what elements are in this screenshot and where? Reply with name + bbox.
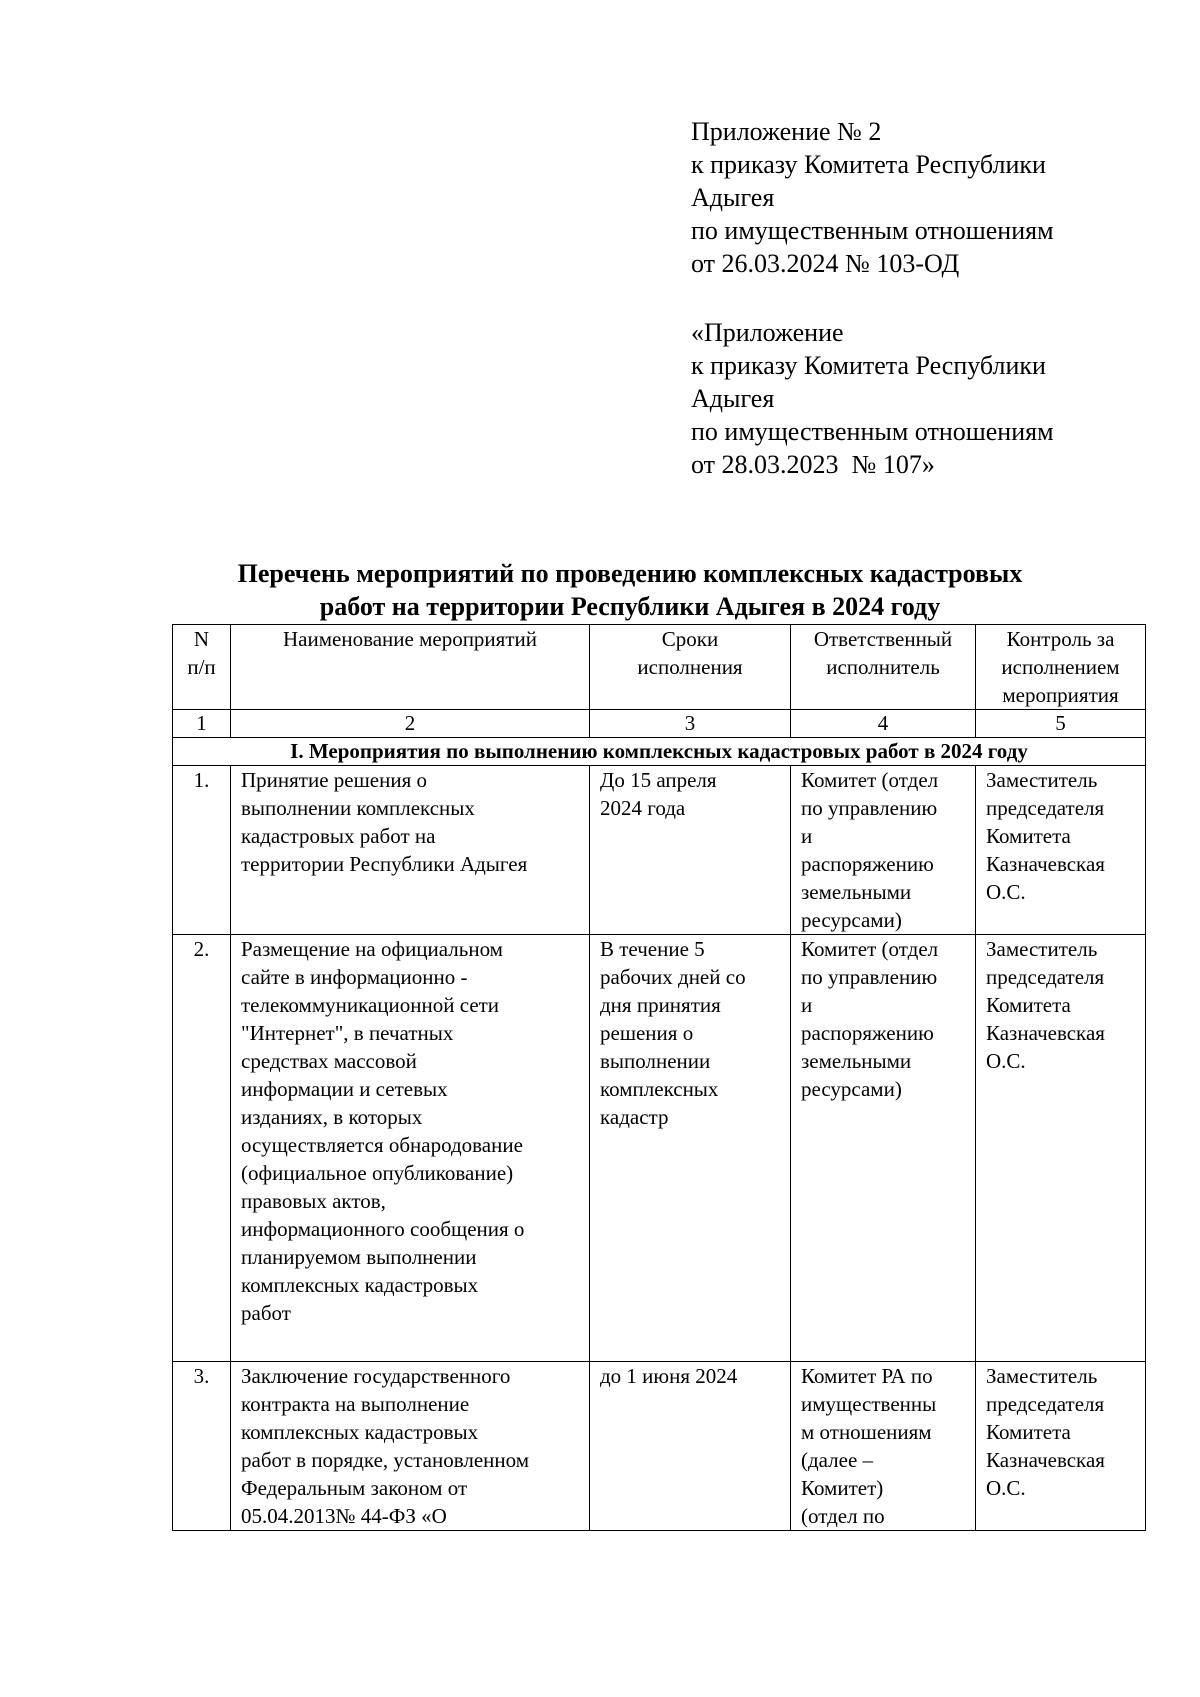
row-number: 2. xyxy=(173,935,231,1362)
measure-name-line: (официальное опубликование) xyxy=(241,1161,514,1185)
header-control xyxy=(976,625,1146,710)
header-measure-name-line: Наименование мероприятий xyxy=(283,627,537,651)
control-person-line: Комитета xyxy=(986,1420,1071,1444)
deadline-line: До 15 апреля xyxy=(600,768,717,792)
measure-name-line: комплексных кадастровых xyxy=(241,1420,479,1444)
header-responsible-line: Ответственный xyxy=(813,627,953,651)
responsible-executor-line: распоряжению xyxy=(801,1021,934,1045)
measure-name-cell xyxy=(231,935,590,1362)
measure-name-cell xyxy=(231,766,590,935)
measure-name-line: "Интернет", в печатных xyxy=(241,1021,454,1045)
responsible-executor-line: по управлению xyxy=(801,796,938,820)
measure-name-line: территории Республики Адыгея xyxy=(241,852,528,876)
annex-previous-line: «Приложение xyxy=(691,318,844,347)
responsible-executor-line: м отношениям xyxy=(801,1420,932,1444)
column-number: 2 xyxy=(231,710,590,738)
deadline-line: кадастр xyxy=(600,1105,669,1129)
deadline-cell xyxy=(590,935,791,1362)
responsible-executor-line: имущественны xyxy=(801,1392,937,1416)
header-deadline xyxy=(590,625,791,710)
header-responsible-line: исполнитель xyxy=(826,655,940,679)
table-row xyxy=(173,1362,1146,1531)
measure-name-line: Федеральным законом от xyxy=(241,1476,468,1500)
responsible-executor-line: (далее – xyxy=(801,1448,874,1472)
control-person-cell xyxy=(976,935,1146,1362)
deadline-cell xyxy=(590,766,791,935)
responsible-executor-line: Комитет (отдел xyxy=(801,937,939,961)
control-person-line: Казначевская xyxy=(986,1448,1105,1472)
measure-name-line: Принятие решения о xyxy=(241,768,427,792)
control-person-line: Комитета xyxy=(986,824,1071,848)
deadline-cell xyxy=(590,1362,791,1531)
header-measure-name xyxy=(231,625,590,710)
deadline-line: комплексных xyxy=(600,1077,719,1101)
measure-name-line: работ xyxy=(241,1301,291,1325)
header-number xyxy=(173,625,231,710)
header-deadline-line: Сроки xyxy=(661,627,719,651)
control-person-line: Заместитель xyxy=(986,768,1098,792)
section-row xyxy=(173,738,1146,766)
measure-name-cell xyxy=(231,1362,590,1531)
measure-name-line: сайте в информационно - xyxy=(241,965,468,989)
column-number: 4 xyxy=(791,710,976,738)
responsible-executor-cell xyxy=(791,1362,976,1531)
annex-current-line: от 26.03.2024 № 103-ОД xyxy=(691,249,960,278)
measure-name-line: комплексных кадастровых xyxy=(241,1273,479,1297)
column-numbers-row xyxy=(173,710,1146,738)
measure-name-line: телекоммуникационной сети xyxy=(241,993,500,1017)
responsible-executor-line: земельными xyxy=(801,880,912,904)
measure-name-line: планируемом выполнении xyxy=(241,1245,477,1269)
header-deadline-line: исполнения xyxy=(637,655,743,679)
control-person-line: Казначевская xyxy=(986,852,1105,876)
deadline-line: В течение 5 xyxy=(600,937,705,961)
annex-previous-line: по имущественным отношениям xyxy=(691,417,1054,446)
column-number: 3 xyxy=(590,710,791,738)
annex-current-line: к приказу Комитета Республики xyxy=(691,150,1046,179)
control-person-line: председателя xyxy=(986,1392,1105,1416)
measure-name-line: работ в порядке, установленном xyxy=(241,1448,530,1472)
control-person-line: председателя xyxy=(986,965,1105,989)
measure-name-line: 05.04.2013№ 44-ФЗ «О xyxy=(241,1504,447,1528)
responsible-executor-line: земельными xyxy=(801,1049,912,1073)
document-title xyxy=(150,557,1110,623)
responsible-executor-line: Комитет РА по xyxy=(801,1364,933,1388)
responsible-executor-line: ресурсами) xyxy=(801,908,902,932)
column-number: 1 xyxy=(173,710,231,738)
responsible-executor-line: ресурсами) xyxy=(801,1077,902,1101)
measure-name-line: информации и сетевых xyxy=(241,1077,448,1101)
header-control-line: исполнением xyxy=(1001,655,1120,679)
annex-previous-reference xyxy=(691,316,1171,481)
responsible-executor-line: (отдел по xyxy=(801,1504,885,1528)
measure-name-line: информационного сообщения о xyxy=(241,1217,525,1241)
section-title: I. Мероприятия по выполнению комплексных кадастровых работ в 2024 году xyxy=(173,738,1146,766)
control-person-line: О.С. xyxy=(986,1049,1026,1073)
control-person-cell xyxy=(976,766,1146,935)
header-control-line: мероприятия xyxy=(1002,683,1119,707)
table-row xyxy=(173,766,1146,935)
deadline-line: 2024 года xyxy=(600,796,686,820)
control-person-line: председателя xyxy=(986,796,1105,820)
header-number-line: N xyxy=(193,627,210,651)
measures-table xyxy=(172,624,1146,1531)
table-row xyxy=(173,935,1146,1362)
control-person-line: Заместитель xyxy=(986,937,1098,961)
responsible-executor-line: по управлению xyxy=(801,965,938,989)
header-number-line: п/п xyxy=(187,655,216,679)
row-number: 3. xyxy=(173,1362,231,1531)
deadline-line: дня принятия xyxy=(600,993,721,1017)
column-number: 5 xyxy=(976,710,1146,738)
responsible-executor-line: распоряжению xyxy=(801,852,934,876)
title-line: работ на территории Республики Адыгея в 2024 году xyxy=(319,592,941,621)
deadline-line: рабочих дней со xyxy=(600,965,746,989)
annex-current-line: Приложение № 2 xyxy=(691,117,882,146)
annex-previous-line: к приказу Комитета Республики xyxy=(691,351,1046,380)
control-person-line: Комитета xyxy=(986,993,1071,1017)
measure-name-line: кадастровых работ на xyxy=(241,824,436,848)
measure-name-line: Заключение государственного xyxy=(241,1364,511,1388)
control-person-line: О.С. xyxy=(986,1476,1026,1500)
annex-current-line: по имущественным отношениям xyxy=(691,216,1054,245)
row-number: 1. xyxy=(173,766,231,935)
measure-name-line: изданиях, в которых xyxy=(241,1105,423,1129)
deadline-line: до 1 июня 2024 xyxy=(600,1364,738,1388)
control-person-cell xyxy=(976,1362,1146,1531)
annex-current-reference xyxy=(691,115,1171,280)
header-responsible xyxy=(791,625,976,710)
responsible-executor-line: и xyxy=(801,993,813,1017)
deadline-line: выполнении xyxy=(600,1049,711,1073)
responsible-executor-line: Комитет (отдел xyxy=(801,768,939,792)
annex-current-line: Адыгея xyxy=(691,183,775,212)
deadline-line: решения о xyxy=(600,1021,694,1045)
control-person-line: О.С. xyxy=(986,880,1026,904)
title-line: Перечень мероприятий по проведению комплексных кадастровых xyxy=(237,559,1023,588)
measure-name-line: правовых актов, xyxy=(241,1189,386,1213)
annex-previous-line: от 28.03.2023 № 107» xyxy=(691,450,935,479)
table-header-row xyxy=(173,625,1146,710)
header-control-line: Контроль за xyxy=(1006,627,1115,651)
measure-name-line: осуществляется обнародование xyxy=(241,1133,523,1157)
measure-name-line: выполнении комплексных xyxy=(241,796,475,820)
measure-name-line: средствах массовой xyxy=(241,1049,417,1073)
responsible-executor-cell xyxy=(791,766,976,935)
annex-previous-line: Адыгея xyxy=(691,384,775,413)
responsible-executor-line: Комитет) xyxy=(801,1476,884,1500)
control-person-line: Заместитель xyxy=(986,1364,1098,1388)
control-person-line: Казначевская xyxy=(986,1021,1105,1045)
measure-name-line: контракта на выполнение xyxy=(241,1392,470,1416)
responsible-executor-cell xyxy=(791,935,976,1362)
measure-name-line: Размещение на официальном xyxy=(241,937,503,961)
responsible-executor-line: и xyxy=(801,824,813,848)
